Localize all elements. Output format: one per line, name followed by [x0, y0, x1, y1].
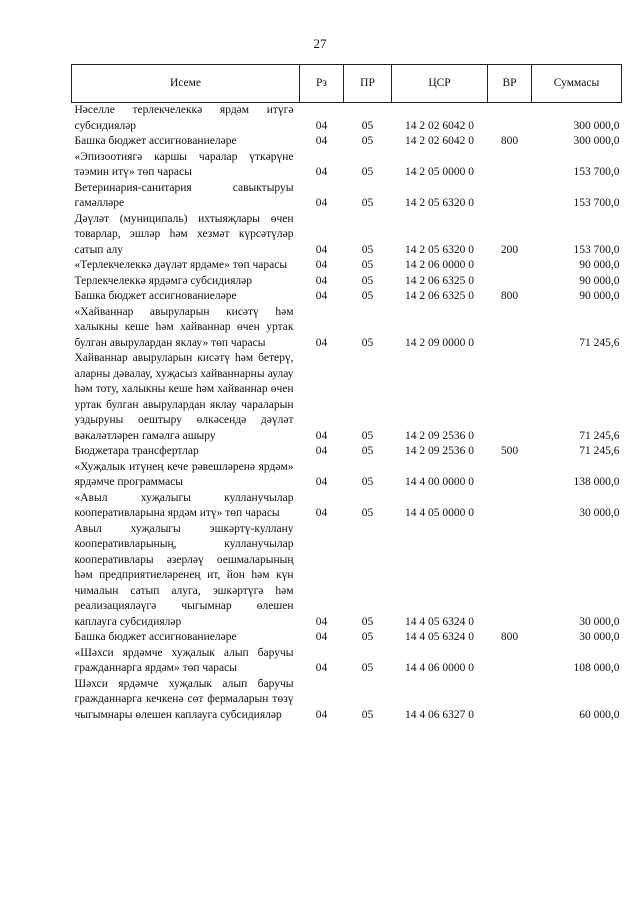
- row-vr: 200: [500, 243, 519, 256]
- row-pr: 05: [361, 259, 374, 271]
- row-name: Башка бюджет ассигнованиеләре: [74, 631, 237, 643]
- table-row: [72, 522, 622, 631]
- row-pr: 05: [361, 445, 374, 457]
- row-rz: 04: [315, 476, 328, 488]
- row-rz: 04: [315, 662, 328, 674]
- row-csr: 14 2 02 6042 0: [405, 135, 474, 147]
- row-rz: 04: [315, 615, 328, 628]
- row-csr: 14 4 06 6327 0: [405, 708, 474, 721]
- row-rz: 04: [315, 274, 328, 287]
- row-vr: 800: [500, 135, 519, 147]
- row-pr: 05: [361, 615, 374, 628]
- row-sum: 138 000,0: [573, 476, 620, 488]
- header-pr: ПР: [344, 65, 392, 103]
- row-csr: 14 4 05 6324 0: [405, 631, 474, 643]
- row-sum: 71 245,6: [579, 445, 620, 457]
- row-rz: 04: [315, 135, 328, 147]
- row-csr: 14 2 05 6320 0: [405, 243, 474, 256]
- row-csr: 14 2 06 6325 0: [405, 290, 474, 302]
- table-row: [72, 460, 622, 491]
- row-vr: [488, 491, 532, 522]
- row-name: Авыл хуҗалыгы эшкәртү-куллану кооперативларының, кулланучылар кооперативлары әзерләү оешмаларының һәм предприятиеләренең ит, йон һәм күн чималын сатып алуга, эшкәртүгә һәм реализацияләүгә чыгымнар өлешен каплауга субсидияләр: [74, 522, 294, 628]
- row-rz: 04: [315, 290, 328, 302]
- row-pr: 05: [361, 429, 374, 442]
- table-row: [72, 630, 622, 646]
- row-sum: 30 000,0: [579, 507, 620, 519]
- header-sum: Суммасы: [532, 65, 622, 103]
- row-csr: 14 2 06 6325 0: [405, 274, 474, 287]
- row-sum: 71 245,6: [579, 429, 620, 442]
- row-vr: [488, 522, 532, 631]
- table-row: [72, 274, 622, 290]
- row-csr: 14 2 09 2536 0: [405, 445, 474, 457]
- table-row: [72, 491, 622, 522]
- row-sum: 153 700,0: [573, 243, 620, 256]
- row-rz: 04: [315, 429, 328, 442]
- row-name: Терлекчелеккә ярдәмгә субсидияләр: [74, 274, 253, 287]
- row-sum: 71 245,6: [579, 336, 620, 349]
- row-pr: 05: [361, 197, 374, 209]
- row-sum: 153 700,0: [573, 197, 620, 209]
- row-vr: [488, 181, 532, 212]
- row-csr: 14 2 05 0000 0: [405, 166, 474, 178]
- row-pr: 05: [361, 119, 374, 132]
- row-rz: 04: [315, 259, 328, 271]
- table-row: [72, 103, 622, 135]
- row-rz: 04: [315, 708, 328, 721]
- row-pr: 05: [361, 243, 374, 256]
- row-sum: 108 000,0: [573, 662, 620, 674]
- table-row: [72, 677, 622, 724]
- page-number: 27: [313, 36, 327, 51]
- row-sum: 90 000,0: [579, 290, 620, 302]
- row-vr: [488, 351, 532, 444]
- row-name: Башка бюджет ассигнованиеләре: [74, 135, 237, 147]
- row-name: Башка бюджет ассигнованиеләре: [74, 290, 237, 302]
- row-vr: 500: [500, 445, 519, 457]
- row-sum: 300 000,0: [573, 135, 620, 147]
- row-csr: 14 4 06 0000 0: [405, 662, 474, 674]
- row-vr: [488, 646, 532, 677]
- table-header-row: [72, 65, 622, 103]
- row-name: Нәселле терлекчелеккә ярдәм итүгә субсидияләр: [74, 104, 294, 132]
- row-sum: 153 700,0: [573, 166, 620, 178]
- row-csr: 14 2 02 6042 0: [405, 119, 474, 132]
- header-name: Исеме: [72, 65, 300, 103]
- table-row: [72, 305, 622, 352]
- row-pr: 05: [361, 166, 374, 178]
- row-rz: 04: [315, 166, 328, 178]
- row-csr: 14 2 06 0000 0: [405, 259, 474, 271]
- row-name: Дәүләт (муниципаль) ихтыяҗлары өчен товарлар, эшләр һәм хезмәт күрсәтүләр сатып алу: [74, 212, 294, 256]
- row-pr: 05: [361, 274, 374, 287]
- row-name: «Авыл хуҗалыгы кулланучылар кооперативларына ярдәм итү» төп чарасы: [74, 491, 294, 519]
- table-row: [72, 212, 622, 259]
- row-vr: [488, 103, 532, 135]
- row-csr: 14 2 09 2536 0: [405, 429, 474, 442]
- row-vr: [488, 305, 532, 352]
- row-pr: 05: [361, 507, 374, 519]
- row-sum: 60 000,0: [579, 708, 620, 721]
- row-csr: 14 4 05 6324 0: [405, 615, 474, 628]
- row-rz: 04: [315, 445, 328, 457]
- row-rz: 04: [315, 507, 328, 519]
- table-row: [72, 351, 622, 444]
- row-vr: [488, 258, 532, 274]
- budget-table: [71, 64, 622, 723]
- row-sum: 300 000,0: [573, 119, 620, 132]
- row-pr: 05: [361, 476, 374, 488]
- row-pr: 05: [361, 708, 374, 721]
- row-vr: 800: [500, 290, 519, 302]
- row-pr: 05: [361, 662, 374, 674]
- table-row: [72, 444, 622, 460]
- row-pr: 05: [361, 336, 374, 349]
- row-rz: 04: [315, 197, 328, 209]
- row-rz: 04: [315, 243, 328, 256]
- table-row: [72, 258, 622, 274]
- header-vr: ВР: [488, 65, 532, 103]
- row-name: «Эпизоотиягә каршы чаралар үткәрүне тәэмин итү» төп чарасы: [74, 150, 294, 178]
- row-name: Хайваннар авыруларын кисәтү һәм бетерү, аларны дәвалау, хуҗасыз хайваннарны аулау һәм тоту, халыкны кеше һәм хайваннар өчен уртак булган авырулардан яклау чараларын уздыруны оештыру өлкәсендә дәүләт вәкаләтләрен гамәлгә ашыру: [74, 352, 294, 442]
- row-sum: 30 000,0: [579, 631, 620, 643]
- table-row: [72, 150, 622, 181]
- row-vr: [488, 677, 532, 724]
- row-name: «Хайваннар авыруларын кисәтү һәм халыкны кеше һәм хайваннар өчен уртак булган авырулардан яклау» төп чарасы: [74, 305, 294, 349]
- table-row: [72, 289, 622, 305]
- table-row: [72, 134, 622, 150]
- row-name: Шәхси ярдәмче хуҗалык алып баручы гражданнарга кечкенә сөт фермаларын төзү чыгымнары өлешен каплауга субсидияләр: [74, 677, 294, 721]
- header-rz: Рз: [300, 65, 344, 103]
- row-sum: 90 000,0: [579, 274, 620, 287]
- row-vr: [488, 460, 532, 491]
- row-sum: 90 000,0: [579, 259, 620, 271]
- header-csr: ЦСР: [392, 65, 488, 103]
- row-csr: 14 2 05 6320 0: [405, 197, 474, 209]
- table-row: [72, 646, 622, 677]
- row-csr: 14 4 00 0000 0: [405, 476, 474, 488]
- table-body: [72, 103, 622, 724]
- row-name: «Шәхси ярдәмче хуҗалык алып баручы гражданнарга ярдәм» төп чарасы: [74, 646, 294, 674]
- row-rz: 04: [315, 119, 328, 132]
- row-name: Ветеринария-санитария савыктыруы гамәлләре: [74, 181, 294, 209]
- row-vr: [488, 150, 532, 181]
- row-csr: 14 4 05 0000 0: [405, 507, 474, 519]
- row-rz: 04: [315, 631, 328, 643]
- row-name: «Терлекчелеккә дәүләт ярдәме» төп чарасы: [74, 259, 288, 271]
- row-pr: 05: [361, 135, 374, 147]
- table-row: [72, 181, 622, 212]
- row-vr: 800: [500, 631, 519, 643]
- row-sum: 30 000,0: [579, 615, 620, 628]
- row-name: «Хуҗалык итүнең кече рәвешләренә ярдәм» ярдәмче программасы: [74, 460, 294, 488]
- row-csr: 14 2 09 0000 0: [405, 336, 474, 349]
- row-name: Бюджетара трансфертлар: [74, 445, 199, 457]
- row-rz: 04: [315, 336, 328, 349]
- row-pr: 05: [361, 290, 374, 302]
- row-vr: [488, 274, 532, 290]
- row-pr: 05: [361, 631, 374, 643]
